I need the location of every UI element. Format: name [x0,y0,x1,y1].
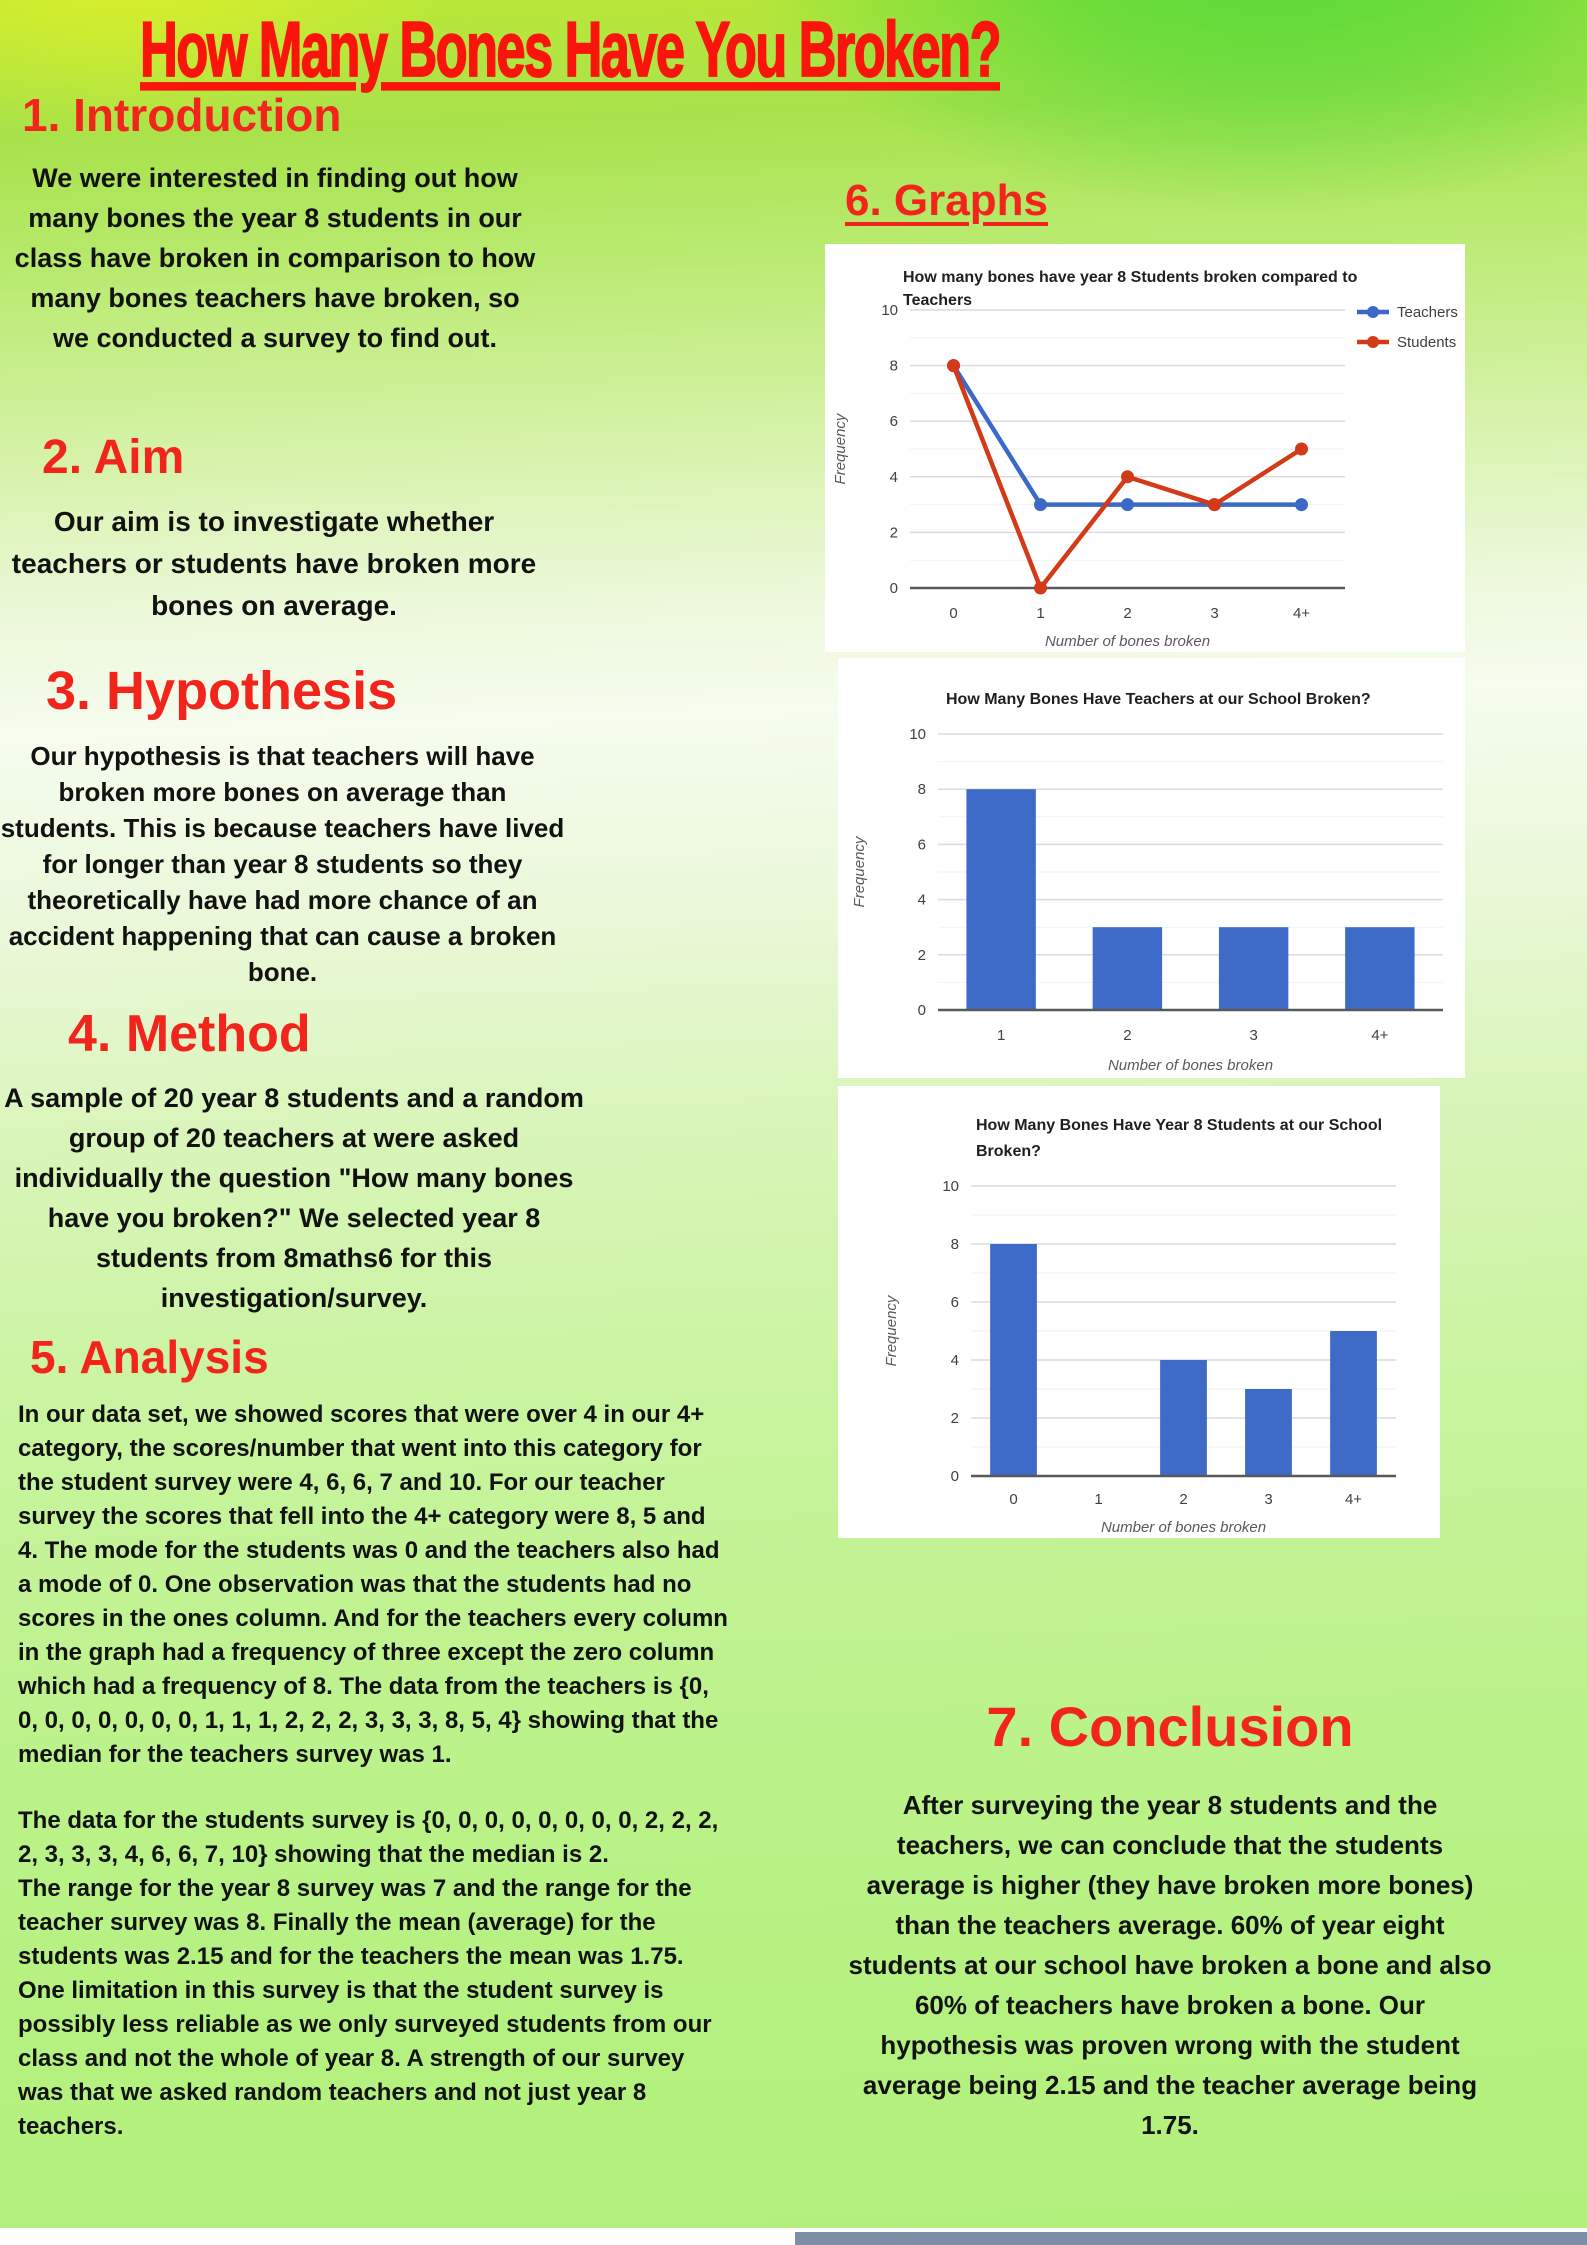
bottom-bar-fragment [795,2232,1587,2245]
svg-text:3: 3 [1264,1491,1273,1508]
svg-text:6: 6 [889,413,898,431]
svg-text:4+: 4+ [1292,605,1311,622]
method-heading: 4. Method [68,1005,311,1063]
svg-text:0: 0 [889,580,898,597]
svg-text:Frequency: Frequency [832,413,849,485]
svg-text:Number of bones broken: Number of bones broken [1100,1519,1267,1536]
svg-text:8: 8 [917,781,926,799]
svg-text:10: 10 [881,302,898,319]
section-analysis [18,1330,730,2144]
line-chart-students-vs-teachers [825,244,1465,652]
svg-text:4+: 4+ [1371,1027,1389,1044]
svg-text:Frequency: Frequency [883,1295,900,1367]
svg-text:2: 2 [950,1410,959,1427]
svg-text:How Many Bones Have Teachers a: How Many Bones Have Teachers at our School Broken? [946,691,1371,708]
svg-text:4: 4 [950,1352,959,1369]
svg-text:Number of bones broken: Number of bones broken [1044,633,1211,650]
svg-text:3: 3 [1210,605,1219,622]
svg-text:4+: 4+ [1344,1491,1363,1508]
footer-strip [0,2228,1587,2245]
section-conclusion [848,1694,1492,2145]
svg-text:4: 4 [889,468,898,486]
svg-text:0: 0 [949,605,958,622]
svg-text:Number of bones broken: Number of bones broken [1107,1057,1274,1074]
svg-text:Students: Students [1397,334,1457,351]
svg-text:Broken?: Broken? [976,1143,1041,1160]
analysis-body [18,1398,730,2144]
svg-text:6: 6 [917,836,926,854]
svg-text:0: 0 [1009,1491,1018,1508]
analysis-paragraph: In our data set, we showed scores that were over 4 in our 4+ category, the scores/number that went into this category for the student survey were 4, 6, 6, 7 and 10. For our teacher survey the scores that fell into the 4+ category were 8, 5 and 4. The mode for the students was 0 and the teachers also had a mode of 0. One observation was that the students had no scores in the ones column. And for the teachers every column in the graph had a frequency of three except the zero column which had a frequency of 8. The data from the teachers is {0, 0, 0, 0, 0, 0, 0, 0, 1, 1, 1, 2, 2, 2, 3, 3, 3, 8, 5, 4} showing that the median for the teachers survey was 1. [18,1401,728,1768]
analysis-paragraph: The range for the year 8 survey was 7 and the range for the teacher survey was 8. Finally the mean (average) for the students was 2.15 and for the teachers the mean was 1.75. One limitation in this survey is that the student survey is possibly less reliable as we only surveyed students from our class and not the whole of year 8. A strength of our survey was that we asked random teachers and not just year 8 teachers. [18,1875,712,2140]
svg-text:4: 4 [917,891,926,909]
svg-text:1: 1 [1036,605,1045,622]
svg-text:6: 6 [950,1294,959,1311]
aim-heading: 2. Aim [42,431,185,484]
svg-text:2: 2 [1123,1027,1132,1044]
svg-text:2: 2 [889,524,898,542]
svg-text:10: 10 [909,726,926,743]
section-hypothesis [0,660,565,990]
poster-title: How Many Bones Have You Broken? [140,5,1000,94]
svg-text:How many bones have year 8 Stu: How many bones have year 8 Students broken compared to [903,269,1358,286]
svg-text:1: 1 [1094,1491,1103,1508]
svg-text:How Many Bones Have Year 8 Stu: How Many Bones Have Year 8 Students at our School [976,1117,1383,1134]
svg-text:Teachers: Teachers [1397,304,1458,321]
svg-text:0: 0 [950,1468,959,1485]
section-method [0,1004,588,1318]
svg-text:2: 2 [1123,605,1132,622]
svg-text:Frequency: Frequency [851,836,868,908]
graphs-heading: 6. Graphs [845,176,1048,225]
svg-text:Teachers: Teachers [903,292,973,309]
svg-text:2: 2 [917,946,926,964]
hypothesis-body: Our hypothesis is that teachers will have broken more bones on average than students. This is because teachers have lived for longer than year 8 students so they theoretically have had more chance of an accident happening that can cause a broken bone. [0,741,565,987]
bar-chart-teachers [838,658,1465,1078]
conclusion-body: After surveying the year 8 students and the teachers, we can conclude that the students average is higher (they have broken more bones) than the teachers average. 60% of year eight students at our school have broken a bone and also 60% of teachers have broken a bone. Our hypothesis was proven wrong with the student average being 2.15 and the teacher average being 1.75. [848,1790,1492,2140]
aim-body: Our aim is to investigate whether teachers or students have broken more bones on average. [11,506,537,621]
conclusion-heading: 7. Conclusion [986,1695,1354,1758]
method-body: A sample of 20 year 8 students and a random group of 20 teachers at were asked individually the question "How many bones have you broken?" We selected year 8 students from 8maths6 for this investigation/survey. [4,1083,584,1313]
section-aim [0,430,548,627]
svg-text:8: 8 [950,1236,959,1253]
hypothesis-heading: 3. Hypothesis [46,661,398,721]
svg-text:1: 1 [996,1027,1006,1044]
section-introduction [10,88,540,358]
bar-chart-students [838,1086,1440,1538]
introduction-heading: 1. Introduction [22,89,342,141]
analysis-heading: 5. Analysis [30,1331,269,1383]
svg-text:10: 10 [942,1178,959,1195]
svg-text:8: 8 [889,357,898,375]
analysis-paragraph: The data for the students survey is {0, 0, 0, 0, 0, 0, 0, 0, 2, 2, 2, 2, 3, 3, 3, 4, 6, 6, 7, 10} showing that the median is 2. [18,1807,719,1868]
svg-text:3: 3 [1249,1027,1258,1044]
svg-text:2: 2 [1179,1491,1188,1508]
svg-text:0: 0 [917,1002,926,1019]
introduction-body: We were interested in finding out how many bones the year 8 students in our class have broken in comparison to how many bones teachers have broken, so we conducted a survey to find out. [14,163,536,353]
